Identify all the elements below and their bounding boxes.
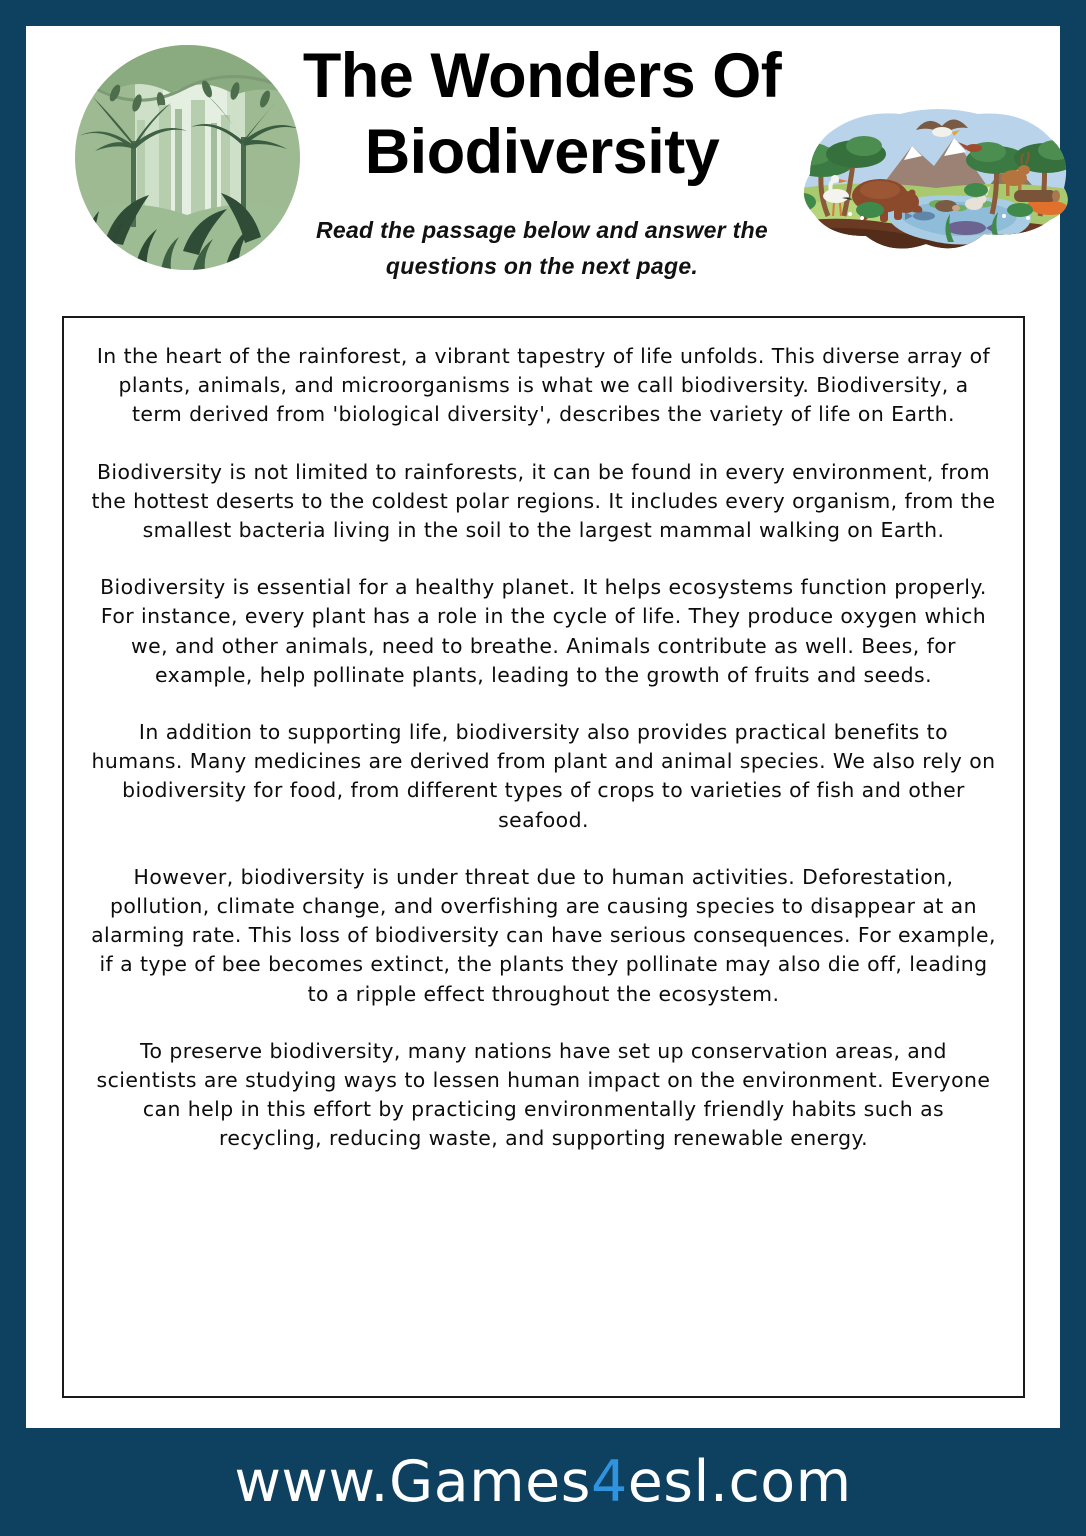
- passage-text: [90, 342, 997, 1154]
- instructions-line-2: questions on the next page.: [385, 253, 699, 279]
- url-accent-digit: 4: [590, 1449, 628, 1515]
- title-block: [242, 38, 842, 284]
- page-title: [242, 38, 842, 190]
- page-title-line-1: The Wonders Of: [302, 41, 782, 111]
- instructions-line-1: Read the passage below and answer the: [315, 217, 769, 243]
- website-url: [234, 1451, 851, 1513]
- ecosystem-illustration: [788, 104, 1084, 259]
- url-suffix: esl.com: [627, 1449, 852, 1515]
- passage-box: [62, 316, 1025, 1398]
- url-prefix: www.Games: [234, 1449, 591, 1515]
- footer-bar: [0, 1428, 1086, 1536]
- passage-paragraph: Biodiversity is not limited to rainforests, it can be found in every environment, from the hottest deserts to the coldest polar regions. It includes every organism, from the smallest bacteria living in the soil to the largest mammal walking on Earth.: [91, 459, 996, 543]
- page-title-line-2: Biodiversity: [364, 117, 720, 187]
- passage-paragraph: Biodiversity is essential for a healthy planet. It helps ecosystems function properly. For instance, every plant has a role in the cycle of life. They produce oxygen which we, and other animals, need to breathe. Animals contribute as well. Bees, for example, help pollinate plants, leading to the growth of fruits and seeds.: [100, 575, 987, 687]
- worksheet-header: [26, 26, 1060, 294]
- passage-paragraph: To preserve biodiversity, many nations have set up conservation areas, and scientists are studying ways to lessen human impact on the environment. Everyone can help in this effort by practicing environmentally friendly habits such as recycling, reducing waste, and supporting renewable energy.: [96, 1038, 991, 1151]
- passage-paragraph: In the heart of the rainforest, a vibrant tapestry of life unfolds. This diverse array of plants, animals, and microorganisms is what we call biodiversity. Biodiversity, a term derived from 'biological diversity', describes the variety of life on Earth.: [96, 344, 991, 427]
- worksheet-page: [26, 26, 1060, 1428]
- instructions: [242, 212, 842, 284]
- passage-paragraph: However, biodiversity is under threat due to human activities. Deforestation, pollution, climate change, and overfishing are causing species to disappear at an alarming rate. This loss of biodiversity can have serious consequences. For example, if a type of bee becomes extinct, the plants they pollinate may also die off, leading to a ripple effect throughout the ecosystem.: [91, 864, 996, 1006]
- passage-paragraph: In addition to supporting life, biodiversity also provides practical benefits to humans. Many medicines are derived from plant and animal species. We also rely on biodiversity for food, from different types of crops to varieties of fish and other seafood.: [91, 720, 996, 832]
